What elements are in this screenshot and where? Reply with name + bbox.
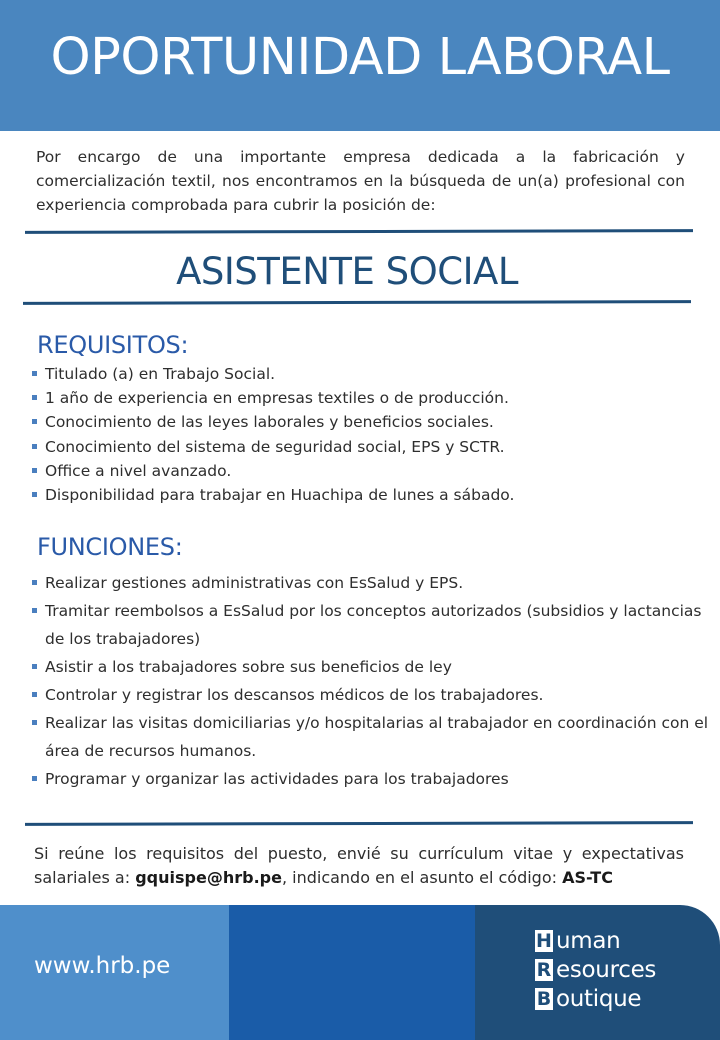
bullet-icon [32, 720, 37, 725]
bullet-icon [32, 776, 37, 781]
divider-bottom [25, 821, 693, 826]
list-item: Programar y organizar las actividades para los trabajadores [32, 765, 716, 793]
list-item: Office a nivel avanzado. [32, 459, 712, 483]
bullet-icon [32, 664, 37, 669]
list-item: Conocimiento del sistema de seguridad social, EPS y SCTR. [32, 435, 712, 459]
header-banner [0, 0, 720, 131]
logo-row: B outique [536, 985, 642, 1012]
bullet-icon [32, 395, 37, 400]
list-item: Controlar y registrar los descansos médicos de los trabajadores. [32, 681, 716, 709]
bullet-icon [32, 692, 37, 697]
position-title: ASISTENTE SOCIAL [176, 250, 518, 293]
funciones-list [32, 569, 716, 793]
requisitos-list [32, 362, 712, 507]
bullet-icon [32, 580, 37, 585]
footer [0, 905, 720, 1040]
list-item: 1 año de experiencia en empresas textiles o de producción. [32, 386, 712, 410]
divider-top [25, 229, 693, 234]
bullet-icon [32, 492, 37, 497]
funciones-heading: FUNCIONES: [37, 533, 183, 561]
list-item: Realizar gestiones administrativas con EsSalud y EPS. [32, 569, 716, 597]
bullet-icon [32, 371, 37, 376]
requisitos-heading: REQUISITOS: [37, 331, 189, 359]
list-item: Disponibilidad para trabajar en Huachipa de lunes a sábado. [32, 483, 712, 507]
closing-paragraph: Si reúne los requisitos del puesto, envié su currículum vitae y expectativas salariales a: gquispe@hrb.pe, indicando en el asunto el código: AS-TC [34, 844, 684, 887]
list-item: Conocimiento de las leyes laborales y beneficios sociales. [32, 410, 712, 434]
footer-panel-middle [229, 905, 475, 1040]
bullet-icon [32, 419, 37, 424]
hrb-logo [535, 926, 705, 1013]
page-title: OPORTUNIDAD LABORAL [50, 28, 670, 87]
job-code: AS-TC [562, 868, 613, 887]
contact-email[interactable]: gquispe@hrb.pe [135, 868, 282, 887]
bullet-icon [32, 608, 37, 613]
logo-row: R esources [536, 956, 657, 983]
bullet-icon [32, 444, 37, 449]
website-link[interactable]: www.hrb.pe [34, 953, 171, 979]
bullet-icon [32, 468, 37, 473]
divider-position [23, 300, 691, 305]
intro-paragraph: Por encargo de una importante empresa dedicada a la fabricación y comercialización textil, nos encontramos en la búsqueda de un(a) profesional con experiencia comprobada para cubrir la posición de: [36, 148, 685, 214]
logo-row: H uman [536, 927, 621, 954]
list-item: Asistir a los trabajadores sobre sus beneficios de ley [32, 653, 716, 681]
list-item: Tramitar reembolsos a EsSalud por los conceptos autorizados (subsidios y lactancias de los trabajadores) [32, 597, 716, 653]
list-item: Titulado (a) en Trabajo Social. [32, 362, 712, 386]
list-item: Realizar las visitas domiciliarias y/o hospitalarias al trabajador en coordinación con el área de recursos humanos. [32, 709, 716, 765]
